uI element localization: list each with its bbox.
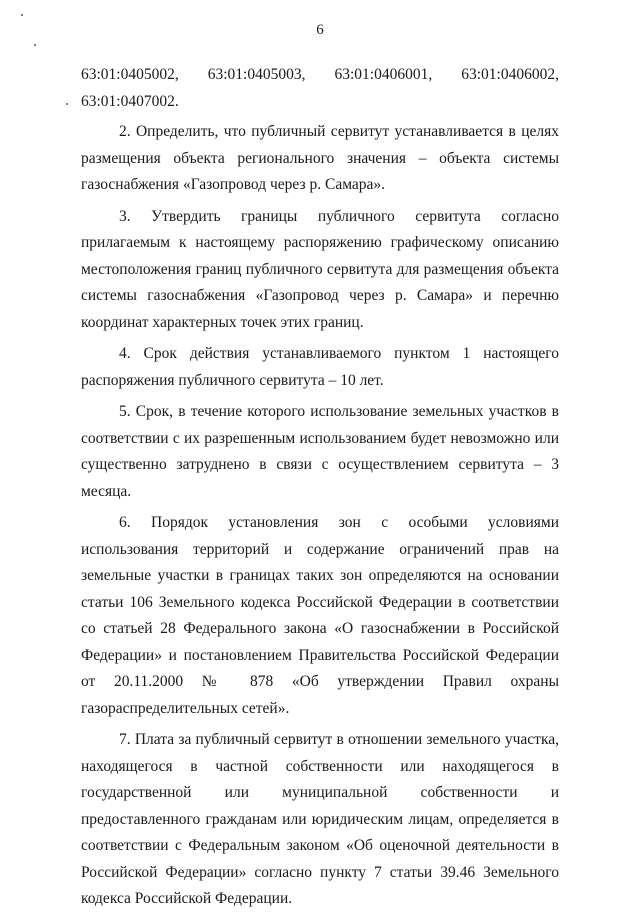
cadastral-number-list [81, 66, 559, 84]
cadastral-number: 63:01:0406002, [461, 66, 559, 83]
paragraph-7: 7. Плата за публичный сервитут в отношении земельного участка, находящегося в частной собственности или находящегося в государственной или муниципальной собственности и предоставленного гражданам или юридическим лицам, определяется в соответствии с Федеральным законом «Об оценочной деятельности в Российской Федерации» согласно пункту 7 статьи 39.46 Земельного кодекса Российской Федерации. [81, 731, 559, 907]
cadastral-number: 63:01:0405003, [207, 66, 306, 83]
paragraph-4: 4. Срок действия устанавливаемого пунктом 1 настоящего распоряжения публичного сервитута – 10 лет. [81, 345, 559, 389]
paragraph-5: 5. Срок, в течение которого использование земельных участков в соответствии с их разрешенным использованием будет невозможно или существенно затруднено в связи с осуществлением сервитута – 3 месяца. [81, 403, 559, 500]
paragraph-2: 2. Определить, что публичный сервитут устанавливается в целях размещения объекта регионального значения – объекта системы газоснабжения «Газопровод через р. Самара». [81, 123, 559, 193]
cadastral-number-last: 63:01:0407002. [81, 93, 179, 110]
page-number: 6 [316, 22, 324, 38]
paragraph-6: 6. Порядок установления зон с особыми условиями использования территорий и содержание ограничений прав на земельные участки в границах таких зон определяются на основании статьи 106 Земельного кодекса Российской Федерации в соответствии со статьей 28 Федерального закона «О газоснабжении в Российской Федерации» и постановлением Правительства Российской Федерации от 20.11.2000 № 878 «Об утверждении Правил охраны газораспределительных сетей». [81, 514, 559, 717]
scan-speck [21, 14, 23, 16]
paragraph-3: 3. Утвердить границы публичного сервитута согласно прилагаемым к настоящему распоряжению графическому описанию местоположения границ публичного сервитута для размещения объекта системы газоснабжения «Газопровод через р. Самара» и перечню координат характерных точек этих границ. [81, 207, 559, 331]
scan-speck [34, 44, 36, 46]
cadastral-number: 63:01:0406001, [334, 66, 433, 83]
cadastral-number: 63:01:0405002, [81, 66, 179, 83]
scan-speck [66, 103, 68, 105]
document-body [81, 119, 559, 918]
